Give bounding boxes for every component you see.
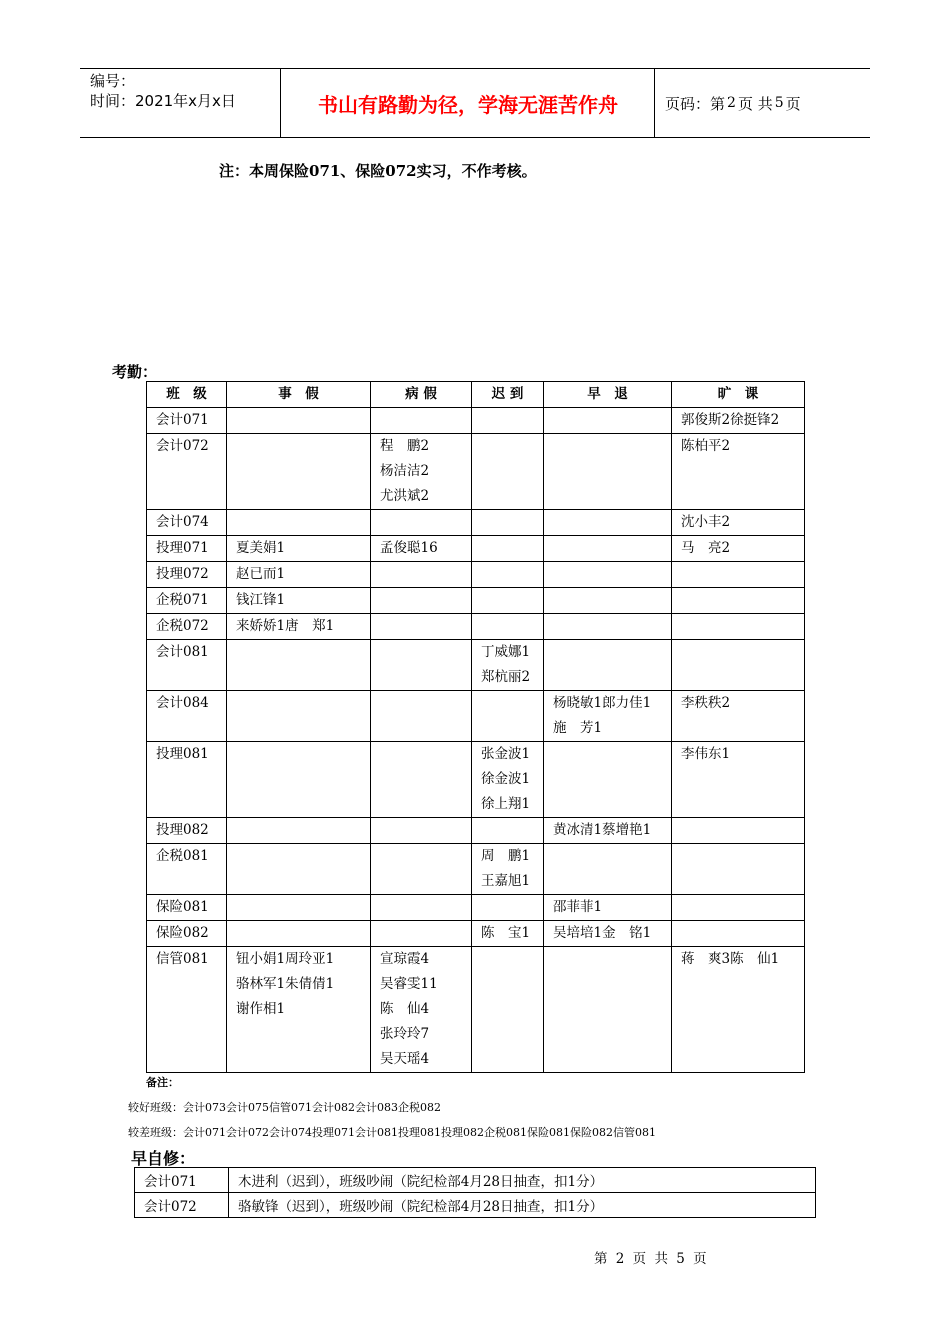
personal-leave-cell — [227, 510, 371, 536]
cell-line: 信管081 — [156, 951, 209, 967]
morning-study-title: 早自修： — [131, 1149, 196, 1168]
personal-leave-cell — [227, 818, 371, 844]
cell-line: 王嘉旭1 — [481, 873, 531, 889]
cell-line: 会计074 — [156, 514, 209, 530]
cell-line: 李秩秩2 — [681, 695, 731, 711]
late-cell — [472, 408, 544, 434]
cell-line: 邵菲菲1 — [553, 899, 603, 915]
sick-leave-cell — [371, 588, 472, 614]
personal-leave-cell — [227, 691, 371, 742]
table-row — [147, 921, 805, 947]
table-row — [147, 691, 805, 742]
early-leave-cell — [544, 742, 672, 818]
table-header-row — [147, 382, 805, 408]
table-row — [147, 434, 805, 510]
cell-line: 夏美娟1 — [236, 540, 286, 556]
early-leave-cell — [544, 691, 672, 742]
cell-line: 宣琼霞4 — [380, 951, 430, 967]
cell-line: 会计084 — [156, 695, 209, 711]
cell-line: 保险081 — [156, 899, 209, 915]
early-leave-cell — [544, 614, 672, 640]
table-row — [147, 947, 805, 1073]
cell-line: 企税081 — [156, 848, 209, 864]
cell-line: 郑杭丽2 — [481, 669, 531, 685]
early-leave-cell — [544, 895, 672, 921]
page-total: 5 — [774, 95, 784, 111]
header-personal-leave: 事 假 — [227, 382, 371, 408]
cell-line: 蒋 爽3陈 仙1 — [681, 951, 780, 967]
cell-line: 赵已而1 — [236, 566, 286, 582]
late-cell — [472, 434, 544, 510]
late-cell — [472, 614, 544, 640]
early-leave-cell — [544, 921, 672, 947]
absent-cell — [672, 434, 805, 510]
attendance-body — [147, 408, 805, 1073]
morning-class: 会计071 — [135, 1168, 229, 1193]
header-motto: 书山有路勤为径，学海无涯苦作舟 — [282, 69, 655, 137]
absent-cell — [672, 510, 805, 536]
table-row — [135, 1193, 816, 1218]
class-cell — [147, 691, 227, 742]
class-cell — [147, 895, 227, 921]
personal-leave-cell — [227, 844, 371, 895]
personal-leave-cell — [227, 614, 371, 640]
cell-line: 黄冰清1蔡增艳1 — [553, 822, 652, 838]
cell-line: 周 鹏1 — [481, 848, 531, 864]
early-leave-cell — [544, 536, 672, 562]
class-cell — [147, 510, 227, 536]
cell-line: 陈柏平2 — [681, 438, 731, 454]
sick-leave-cell — [371, 742, 472, 818]
cell-line: 骆林军1朱倩倩1 — [236, 976, 335, 992]
late-cell — [472, 844, 544, 895]
class-cell — [147, 640, 227, 691]
absent-cell — [672, 640, 805, 691]
personal-leave-cell — [227, 562, 371, 588]
cell-line: 施 芳1 — [553, 720, 603, 736]
cell-line: 尤洪斌2 — [380, 488, 430, 504]
absent-cell — [672, 947, 805, 1073]
early-leave-cell — [544, 408, 672, 434]
header-sick-leave: 病 假 — [371, 382, 472, 408]
cell-line: 谢作相1 — [236, 1001, 286, 1017]
header-early-leave: 早 退 — [544, 382, 672, 408]
absent-cell — [672, 536, 805, 562]
table-row — [135, 1168, 816, 1193]
cell-line: 张金波1 — [481, 746, 531, 762]
late-cell — [472, 588, 544, 614]
personal-leave-cell — [227, 434, 371, 510]
cell-line: 企税071 — [156, 592, 209, 608]
sick-leave-cell — [371, 921, 472, 947]
sick-leave-cell — [371, 536, 472, 562]
cell-line: 吴睿雯11 — [380, 976, 438, 992]
header-meta — [80, 69, 281, 137]
page-mid: 页 共 — [737, 94, 773, 113]
cell-line: 投理071 — [156, 540, 209, 556]
sick-leave-cell — [371, 640, 472, 691]
late-cell — [472, 536, 544, 562]
late-cell — [472, 742, 544, 818]
personal-leave-cell — [227, 640, 371, 691]
personal-leave-cell — [227, 895, 371, 921]
early-leave-cell — [544, 640, 672, 691]
early-leave-cell — [544, 947, 672, 1073]
class-cell — [147, 614, 227, 640]
sick-leave-cell — [371, 844, 472, 895]
morning-study-table — [134, 1167, 816, 1218]
cell-line: 吴天瑶4 — [380, 1051, 430, 1067]
late-cell — [472, 691, 544, 742]
class-cell — [147, 742, 227, 818]
table-row — [147, 742, 805, 818]
class-cell — [147, 408, 227, 434]
class-cell — [147, 844, 227, 895]
early-leave-cell — [544, 562, 672, 588]
class-cell — [147, 588, 227, 614]
class-cell — [147, 536, 227, 562]
table-row — [147, 895, 805, 921]
cell-line: 钱江锋1 — [236, 592, 286, 608]
poor-classes: 较差班级：会计071会计072会计074投理071会计081投理081投理082企税081保险081保险082信管081 — [128, 1126, 656, 1139]
cell-line: 程 鹏2 — [380, 438, 430, 454]
personal-leave-cell — [227, 408, 371, 434]
class-cell — [147, 434, 227, 510]
absent-cell — [672, 562, 805, 588]
class-cell — [147, 947, 227, 1073]
early-leave-cell — [544, 844, 672, 895]
table-row — [147, 614, 805, 640]
sick-leave-cell — [371, 562, 472, 588]
late-cell — [472, 818, 544, 844]
cell-line: 投理082 — [156, 822, 209, 838]
sick-leave-cell — [371, 434, 472, 510]
early-leave-cell — [544, 588, 672, 614]
cell-line: 陈 宝1 — [481, 925, 531, 941]
cell-line: 投理072 — [156, 566, 209, 582]
good-classes: 较好班级：会计073会计075信管071会计082会计083企税082 — [128, 1101, 441, 1114]
late-cell — [472, 921, 544, 947]
absent-cell — [672, 408, 805, 434]
class-cell — [147, 818, 227, 844]
header-class: 班 级 — [147, 382, 227, 408]
cell-line: 徐金波1 — [481, 771, 531, 787]
morning-detail: 木进利（迟到），班级吵闹（院纪检部4月28日抽查，扣1分） — [229, 1168, 816, 1193]
internship-note: 注：本周保险071、保险072实习，不作考核。 — [219, 162, 537, 180]
page-suffix: 页 — [785, 94, 801, 113]
sick-leave-cell — [371, 614, 472, 640]
page-header — [80, 68, 870, 138]
cell-line: 郭俊斯2徐挺锋2 — [681, 412, 780, 428]
cell-line: 沈小丰2 — [681, 514, 731, 530]
cell-line: 投理081 — [156, 746, 209, 762]
cell-line: 保险082 — [156, 925, 209, 941]
morning-class: 会计072 — [135, 1193, 229, 1218]
sick-leave-cell — [371, 691, 472, 742]
cell-line: 陈 仙4 — [380, 1001, 430, 1017]
header-late: 迟 到 — [472, 382, 544, 408]
cell-line: 李伟东1 — [681, 746, 731, 762]
absent-cell — [672, 614, 805, 640]
cell-line: 孟俊聪16 — [380, 540, 438, 556]
sick-leave-cell — [371, 510, 472, 536]
morning-detail: 骆敏锋（迟到），班级吵闹（院纪检部4月28日抽查，扣1分） — [229, 1193, 816, 1218]
late-cell — [472, 947, 544, 1073]
cell-line: 杨晓敏1郎力佳1 — [553, 695, 652, 711]
page-current: 2 — [727, 95, 736, 111]
class-cell — [147, 562, 227, 588]
table-row — [147, 408, 805, 434]
sick-leave-cell — [371, 895, 472, 921]
cell-line: 张玲玲7 — [380, 1026, 430, 1042]
absent-cell — [672, 895, 805, 921]
attendance-title: 考勤： — [112, 363, 158, 381]
absent-cell — [672, 818, 805, 844]
personal-leave-cell — [227, 588, 371, 614]
cell-line: 吴培培1金 铭1 — [553, 925, 652, 941]
cell-line: 企税072 — [156, 618, 209, 634]
table-row — [147, 510, 805, 536]
sick-leave-cell — [371, 947, 472, 1073]
cell-line: 马 亮2 — [681, 540, 731, 556]
table-row — [147, 844, 805, 895]
cell-line: 会计072 — [156, 438, 209, 454]
remarks-label: 备注： — [146, 1076, 179, 1089]
personal-leave-cell — [227, 536, 371, 562]
personal-leave-cell — [227, 921, 371, 947]
absent-cell — [672, 691, 805, 742]
late-cell — [472, 640, 544, 691]
sick-leave-cell — [371, 818, 472, 844]
cell-line: 会计081 — [156, 644, 209, 660]
late-cell — [472, 510, 544, 536]
late-cell — [472, 895, 544, 921]
absent-cell — [672, 921, 805, 947]
absent-cell — [672, 742, 805, 818]
personal-leave-cell — [227, 947, 371, 1073]
page-footer: 第 2 页 共 5 页 — [594, 1251, 707, 1267]
cell-line: 来娇娇1唐 郑1 — [236, 618, 335, 634]
table-row — [147, 588, 805, 614]
attendance-table — [146, 381, 805, 1073]
personal-leave-cell — [227, 742, 371, 818]
cell-line: 会计071 — [156, 412, 209, 428]
absent-cell — [672, 844, 805, 895]
header-page-number — [655, 69, 870, 137]
absent-cell — [672, 588, 805, 614]
table-row — [147, 562, 805, 588]
cell-line: 钮小娟1周玲亚1 — [236, 951, 335, 967]
time-label: 时间：2021年x月x日 — [90, 92, 236, 110]
sick-leave-cell — [371, 408, 472, 434]
header-absent: 旷 课 — [672, 382, 805, 408]
cell-line: 徐上翔1 — [481, 796, 531, 812]
table-row — [147, 640, 805, 691]
early-leave-cell — [544, 818, 672, 844]
page-prefix: 页码：第 — [665, 94, 726, 113]
table-row — [147, 818, 805, 844]
late-cell — [472, 562, 544, 588]
early-leave-cell — [544, 510, 672, 536]
cell-line: 丁威娜1 — [481, 644, 531, 660]
cell-line: 杨洁洁2 — [380, 463, 430, 479]
code-label: 编号： — [90, 72, 136, 90]
class-cell — [147, 921, 227, 947]
early-leave-cell — [544, 434, 672, 510]
table-row — [147, 536, 805, 562]
